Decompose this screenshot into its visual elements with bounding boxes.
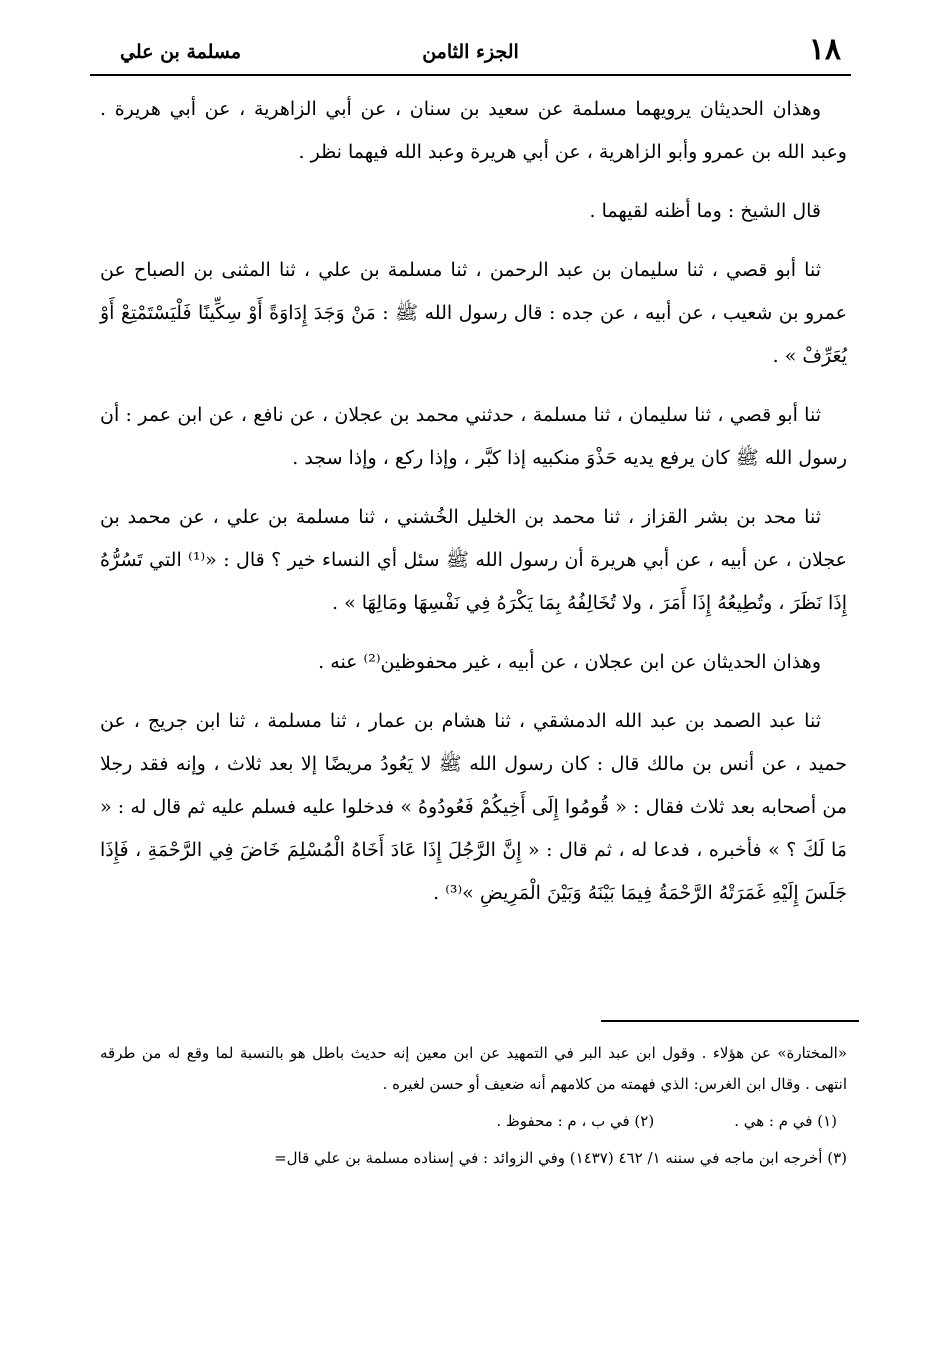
volume-title: الجزء الثامن — [422, 41, 519, 63]
paragraph: ثنا عبد الصمد بن عبد الله الدمشقي ، ثنا هشام بن عمار ، ثنا مسلمة ، ثنا ابن جريج ، عن حميد ، عن أنس بن مالك قال : كان رسول الله ﷺ لا يَعُودُ مريضًا إلا بعد ثلاث ، وإنه فقد رجلا من أصحابه بعد ثلاث فقال : « قُومُوا إِلَى أَخِيكُمْ فَعُودُوهُ » فدخلوا عليه فسلم عليه ثم قال له : « مَا لَكَ ؟ » فأخبره ، فدعا له ، ثم قال : « إِنَّ الرَّجُلَ إِذَا عَادَ أَخَاهُ الْمُسْلِمَ خَاضَ فِي الرَّحْمَةِ ، فَإِذَا جَلَسَ إِلَيْهِ غَمَرَتْهُ الرَّحْمَةُ فِيمَا بَيْنَهُ وَبَيْنَ الْمَرِيضِ »⁽³⁾ . — [100, 710, 847, 904]
paragraph: قال الشيخ : وما أظنه لقيهما . — [589, 200, 821, 222]
narrator-name: مسلمة بن علي — [120, 41, 242, 63]
paragraph: ثنا محد بن بشر القزاز ، ثنا محمد بن الخليل الخُشني ، ثنا مسلمة بن علي ، عن محمد بن عجلان ، عن أبيه ، عن أبي هريرة أن رسول الله ﷺ سئل أي النساء خير ؟ قال : «⁽¹⁾ التي تَسُرُّهُ إِذَا نَظَرَ ، وتُطِيعُهُ إِذَا أَمَرَ ، ولا تُخَالِفُهُ بِمَا يَكْرَهُ فِي نَفْسِهَا ومَالِهَا » . — [100, 506, 848, 614]
paragraph: وهذان الحديثان عن ابن عجلان ، عن أبيه ، غير محفوظين⁽²⁾ عنه . — [318, 651, 821, 673]
page-header — [90, 30, 851, 76]
main-text — [100, 88, 847, 931]
footnote-1: (١) في م : هي . — [734, 1112, 837, 1130]
footnotes — [100, 1038, 847, 1180]
paragraph: ثنا أبو قصي ، ثنا سليمان ، ثنا مسلمة ، حدثني محمد بن عجلان ، عن نافع ، عن ابن عمر : أن رسول الله ﷺ كان يرفع يديه حَذْوَ منكبيه إذا كبَّر ، وإذا ركع ، وإذا سجد . — [100, 404, 847, 469]
footnote-row — [100, 1106, 847, 1137]
footnote-3: (٣) أخرجه ابن ماجه في سننه ١/ ٤٦٢ (١٤٣٧) وفي الزوائد : في إسناده مسلمة بن علي قال= — [274, 1149, 847, 1167]
footnote-2: (٢) في ب ، م : محفوظ . — [496, 1112, 655, 1130]
paragraph: ثنا أبو قصي ، ثنا سليمان بن عبد الرحمن ، ثنا مسلمة بن علي ، ثنا المثنى بن الصباح عن عمرو بن شعيب ، عن أبيه ، عن جده : قال رسول الله ﷺ : مَنْ وَجَدَ إِدَاوَةً أَوْ سِكِّينًا فَلْيَسْتَمْتِعْ أَوْ يُعَرِّفْ » . — [100, 259, 847, 367]
paragraph: وهذان الحديثان يرويهما مسلمة عن سعيد بن سنان ، عن أبي الزاهرية ، عن أبي هريرة . وعبد الله بن عمرو وأبو الزاهرية ، عن أبي هريرة وعبد الله فيهما نظر . — [100, 98, 847, 163]
footnote-divider — [601, 1020, 859, 1022]
page-number: ١٨ — [808, 32, 841, 67]
footnote-continuation: «المختارة» عن هؤلاء . وقول ابن عبد البر في التمهيد عن ابن معين إنه حديث باطل هو بالنسبة لما وقع له من طرقه انتهى . وقال ابن الغرس: الذي فهمته من كلامهم أنه ضعيف أو حسن لغيره . — [100, 1044, 847, 1093]
